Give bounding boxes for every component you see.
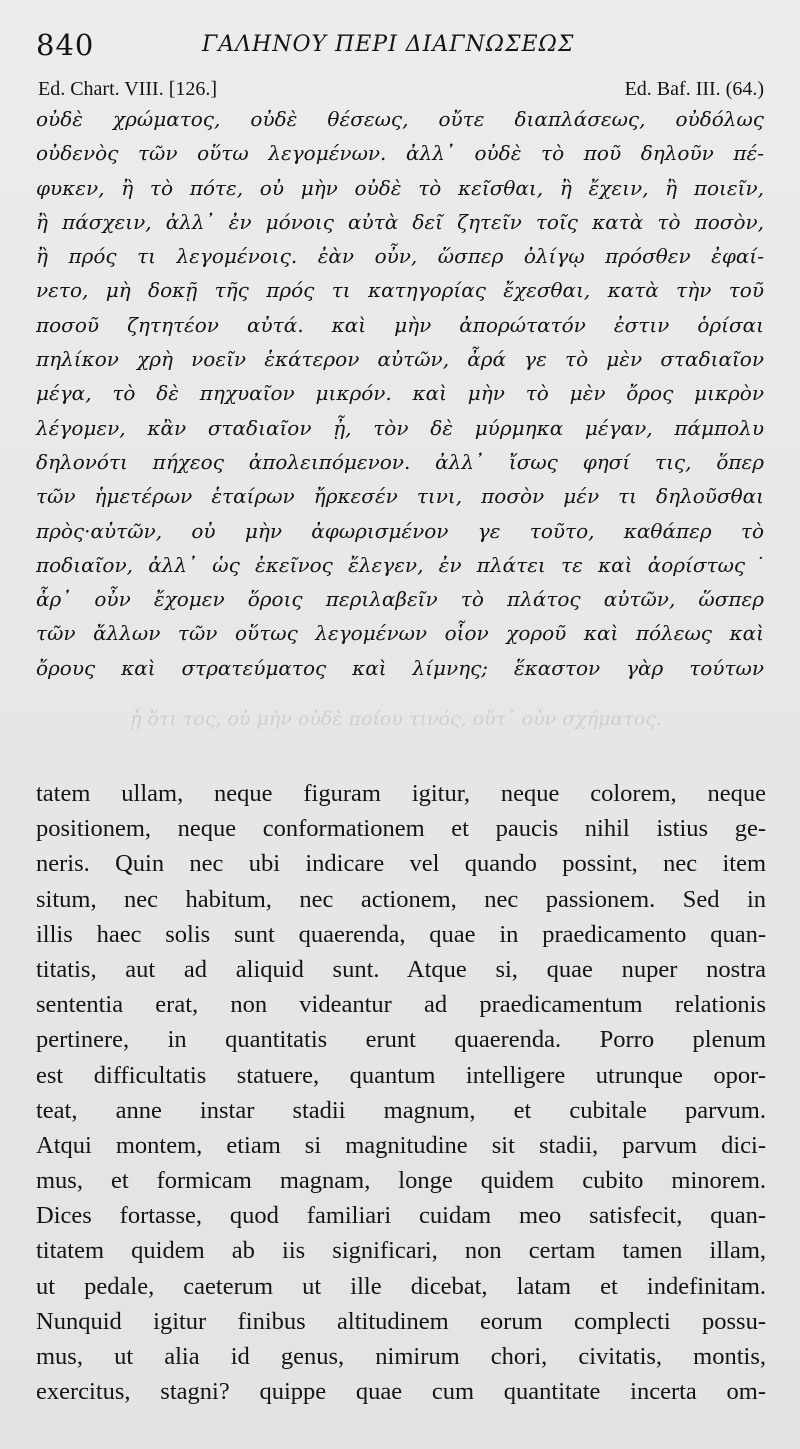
latin-line: titatis, aut ad aliquid sunt. Atque si, quae nuper nostra xyxy=(36,955,766,983)
greek-line: μέγα, τὸ δὲ πηχυαῖον μικρόν. καὶ μὴν τὸ μὲν ὄρος μικρὸν xyxy=(36,381,764,406)
latin-line: ut pedale, caeterum ut ille dicebat, latam et indefinitam. xyxy=(36,1272,766,1300)
greek-line: τῶν ἄλλων τῶν οὕτως λεγομένων οἷον χοροῦ καὶ πόλεως καὶ xyxy=(36,621,764,646)
latin-line: illis haec solis sunt quaerenda, quae in praedicamento quan- xyxy=(36,920,766,948)
greek-text-block xyxy=(36,102,764,685)
greek-line: πρὸς·αὐτῶν, οὐ μὴν ἀφωρισμένον γε τοῦτο, καθάπερ τὸ xyxy=(36,518,764,543)
greek-line: ποδιαῖον, ἀλλ᾽ ὡς ἐκεῖνος ἔλεγεν, ἐν πλάτει τε καὶ ἀορίστως˙ xyxy=(36,552,764,577)
latin-line: pertinere, in quantitatis erunt quaerenda. Porro plenum xyxy=(36,1026,766,1054)
page-header xyxy=(34,24,768,68)
latin-line: titatem quidem ab iis significari, non certam tamen illam, xyxy=(36,1237,766,1265)
latin-line: neris. Quin nec ubi indicare vel quando possint, nec item xyxy=(36,850,766,878)
greek-line: τῶν ἡμετέρων ἑταίρων ἤρκεσέν τινι, ποσὸν μέν τι δηλοῦσθαι xyxy=(36,484,764,509)
greek-line: ἢ πάσχειν, ἀλλ᾽ ἐν μόνοις αὐτὰ δεῖ ζητεῖν τοῖς κατὰ τὸ ποσὸν, xyxy=(36,209,764,234)
latin-line: situm, nec habitum, nec actionem, nec passionem. Sed in xyxy=(36,885,766,913)
running-title: ΓΑΛΗΝΟΥ ΠΕΡΙ ΔΙΑΓΝΩΣΕΩΣ xyxy=(202,32,575,57)
latin-line: tatem ullam, neque figuram igitur, neque colorem, neque xyxy=(36,780,766,807)
latin-text-block xyxy=(36,776,766,1409)
greek-line: ἢ πρός τι λεγομένοις. ἐὰν οὖν, ὥσπερ ὀλίγῳ πρόσθεν ἐφαί- xyxy=(36,244,764,269)
latin-line: mus, et formicam magnam, longe quidem cubito minorem. xyxy=(36,1167,766,1195)
edition-references xyxy=(38,78,764,102)
latin-line: Nunquid igitur finibus altitudinem eorum complecti possu- xyxy=(36,1307,766,1335)
greek-line: ποσοῦ ζητητέον αὐτά. καὶ μὴν ἀπορώτατόν ἐστιν ὁρίσαι xyxy=(36,312,764,337)
latin-line: Atqui montem, etiam si magnitudine sit stadii, parvum dici- xyxy=(36,1131,766,1159)
greek-line: δηλονότι πήχεος ἀπολειπόμενον. ἀλλ᾽ ἴσως φησί τις, ὅπερ xyxy=(36,449,764,474)
edition-reference-basel: Ed. Baf. III. (64.) xyxy=(624,78,764,100)
edition-reference-chartier: Ed. Chart. VIII. [126.] xyxy=(38,78,218,100)
greek-line: ἆρ᾽ οὖν ἔχομεν ὅροις περιλαβεῖν τὸ πλάτος αὐτῶν, ὥσπερ xyxy=(36,587,764,612)
page-number: 840 xyxy=(36,28,95,62)
greek-line: οὐδενὸς τῶν οὕτω λεγομένων. ἀλλ᾽ οὐδὲ τὸ ποῦ δηλοῦν πέ- xyxy=(36,141,764,166)
greek-line: φυκεν, ἢ τὸ πότε, οὐ μὴν οὐδὲ τὸ κεῖσθαι, ἢ ἔχειν, ἢ ποιεῖν, xyxy=(36,175,764,200)
latin-line: exercitus, stagni? quippe quae cum quantitate incerta om- xyxy=(36,1378,766,1406)
latin-line: sententia erat, non videantur ad praedicamentum relationis xyxy=(36,991,766,1019)
latin-line: Dices fortasse, quod familiari cuidam meo satisfecit, quan- xyxy=(36,1202,766,1230)
greek-line: νετο, μὴ δοκῇ τῆς πρός τι κατηγορίας ἔχεσθαι, κατὰ τὴν τοῦ xyxy=(36,278,764,303)
greek-line: πηλίκον χρὴ νοεῖν ἑκάτερον αὐτῶν, ἆρά γε τὸ μὲν σταδιαῖον xyxy=(36,347,764,372)
latin-line: positionem, neque conformationem et paucis nihil istius ge- xyxy=(36,815,766,843)
bleed-through-text: ᾗ ὅτι τος, οὐ μὴν οὐδὲ ποίου τινός, οὔτ᾽ οὖν σχήματος. xyxy=(130,708,662,730)
latin-line: teat, anne instar stadii magnum, et cubitale parvum. xyxy=(36,1096,766,1124)
latin-line: mus, ut alia id genus, nimirum chori, civitatis, montis, xyxy=(36,1343,766,1370)
latin-line: est difficultatis statuere, quantum intelligere utrunque opor- xyxy=(36,1061,766,1089)
greek-line: οὐδὲ χρώματος, οὐδὲ θέσεως, οὔτε διαπλάσεως, οὐδόλως xyxy=(36,107,764,131)
greek-line: λέγομεν, κἂν σταδιαῖον ᾖ, τὸν δὲ μύρμηκα μέγαν, πάμπολυ xyxy=(36,415,764,440)
greek-line: ὄρους καὶ στρατεύματος καὶ λίμνης; ἕκαστον γὰρ τούτων xyxy=(36,655,764,680)
